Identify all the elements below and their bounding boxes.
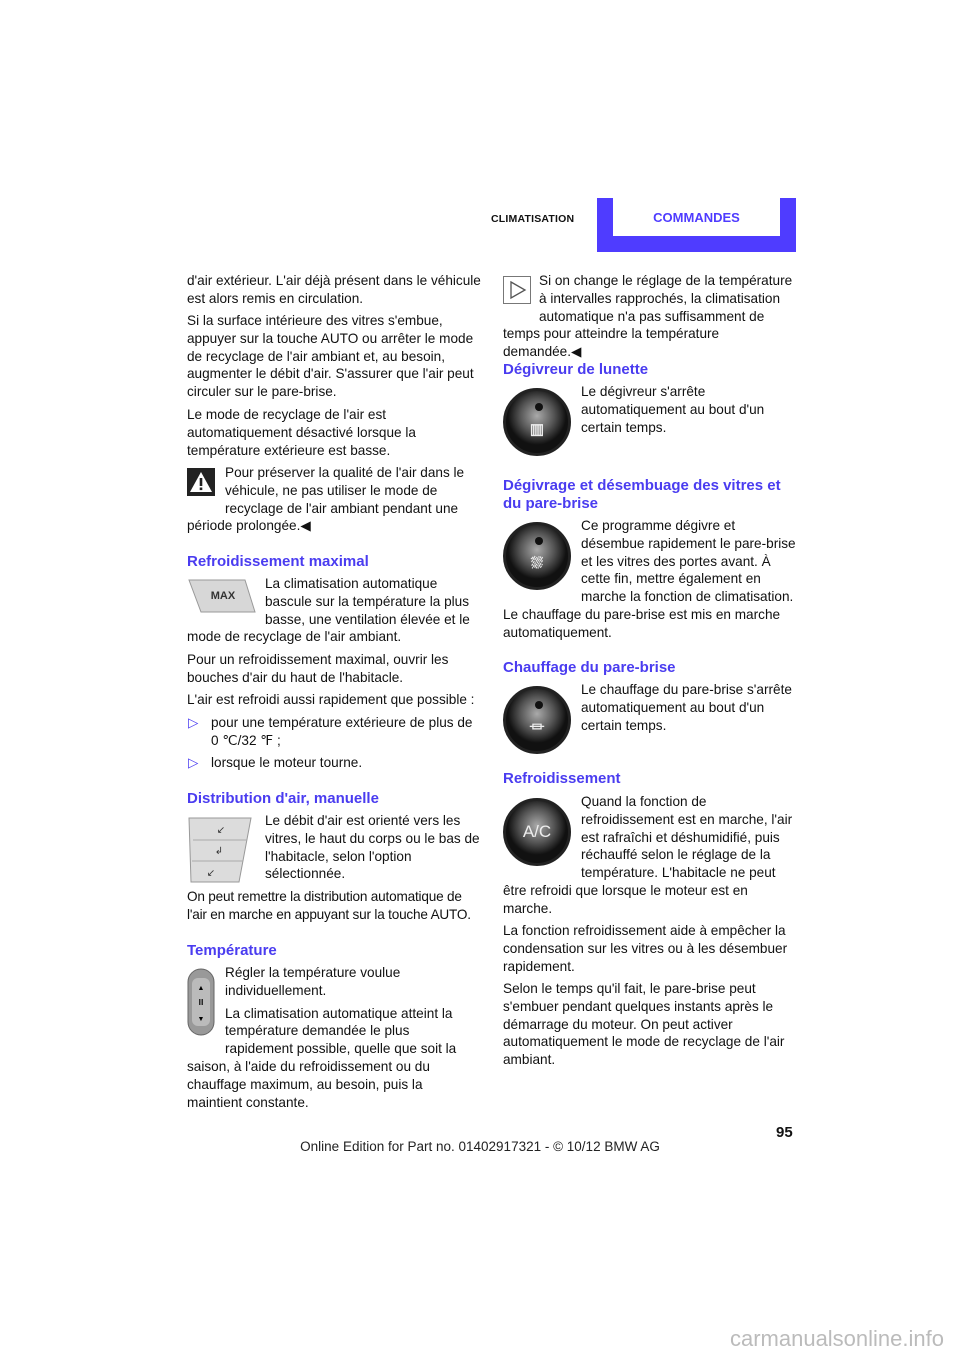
distribution-section (187, 812, 481, 889)
paragraph: Régler la température voulue individuellement. (225, 965, 401, 998)
svg-text:Ⅲ: Ⅲ (198, 998, 204, 1007)
paragraph: Si la surface intérieure des vitres s'embue, appuyer sur la touche AUTO ou arrêter le mode de recyclage de l'air ambiant et, au besoin, augmenter le débit d'air. S'assurer que l'air peut circuler sur le pare-brise. (187, 313, 474, 400)
chapter-tab-label: COMMANDES (613, 198, 780, 236)
heading-temperature: Température (187, 942, 277, 959)
warning-note (187, 464, 481, 535)
bullet-text: pour une température extérieure de plus de 0 ℃/32 ℉ ; (211, 715, 473, 748)
max-section (187, 575, 481, 646)
windshield-heating-button-icon: ⏛ (503, 686, 571, 754)
paragraph: La climatisation automatique bascule sur la température la plus basse, une ventilation élevée et le mode de recyclage de l'air ambiant. (187, 576, 470, 645)
section-header: CLIMATISATION (491, 213, 575, 225)
temperature-section (187, 964, 481, 1111)
page-number: 95 (776, 1124, 793, 1141)
defrost-section (503, 517, 797, 642)
paragraph: La fonction refroidissement aide à empêcher la condensation sur les vitres ou à les désembuer rapidement. (503, 923, 788, 974)
ac-button-label: A/C (522, 822, 552, 841)
note-play-icon (503, 276, 531, 309)
note-text: Si on change le réglage de la température à intervalles rapprochés, la climatisation automatique n'a pas suffisamment de temps pour atteindre la température demandée.◀ (503, 273, 793, 360)
chapter-tab (597, 198, 796, 252)
heading-rear-defroster: Dégivreur de lunette (503, 361, 649, 378)
paragraph: Le chauffage du pare-brise est mis en marche automatiquement. (503, 606, 781, 640)
heading-air-distribution: Distribution d'air, manuelle (187, 790, 379, 807)
svg-text:▲: ▲ (197, 985, 205, 992)
ac-button-icon (503, 798, 571, 866)
windshield-section (503, 681, 797, 754)
paragraph: Quand la fonction de refroidissement est en marche, l'air est rafraîchi et déshumidifié, puis réchauffé selon le réglage de la température. L'habitacle ne peut être refroidi que lorsque le moteur est en marche. (503, 794, 793, 916)
paragraph: Le chauffage du pare-brise s'arrête automatiquement au bout d'un certain temps. (581, 682, 792, 733)
paragraph: Le débit d'air est orienté vers les vitres, le haut du corps ou le bas de l'habitacle, selon l'option sélectionnée. (265, 813, 480, 882)
paragraph: Le dégivreur s'arrête automatiquement au bout d'un certain temps. (581, 384, 765, 435)
bullet-marker: ▷ (188, 715, 199, 730)
bullet-text: lorsque le moteur tourne. (211, 755, 363, 770)
svg-text:↙: ↙ (216, 825, 226, 836)
paragraph: Selon le temps qu'il fait, le pare-brise peut s'embuer pendant quelques instants après le démarrage du moteur. On peut activer automatiquement le mode de recyclage de l'air ambiant. (503, 981, 785, 1068)
warning-text: Pour préserver la qualité de l'air dans le véhicule, ne pas utiliser le mode de recyclage de l'air ambiant pendant une période prolongée.◀ (187, 465, 465, 534)
watermark: carmanualsonline.info (729, 1326, 944, 1351)
max-button-icon (187, 578, 257, 619)
rear-window-defrost-button-icon: ▥ (503, 388, 571, 456)
heading-defrost: Dégivrage et désembuage des vitres et du pare-brise (503, 477, 781, 512)
paragraph: Le mode de recyclage de l'air est automatiquement désactivé lorsque la température extérieure est basse. (187, 407, 416, 458)
windshield-defrost-button-icon: ⛆ (503, 522, 571, 590)
note (503, 272, 797, 361)
rear-section (503, 383, 797, 456)
cooling-section (503, 793, 797, 918)
svg-text:↲: ↲ (214, 846, 224, 857)
paragraph: On peut remettre la distribution automatique de l'air en marche en appuyant sur la touche AUTO. (187, 889, 471, 922)
bullet-item (187, 754, 481, 772)
paragraph: d'air extérieur. L'air déjà présent dans le véhicule est alors remis en circulation. (187, 273, 481, 306)
bullet-marker: ▷ (188, 755, 199, 770)
paragraph: Pour un refroidissement maximal, ouvrir les bouches d'air du haut de l'habitacle. (187, 652, 449, 685)
svg-text:MAX: MAX (210, 590, 236, 602)
warning-icon (187, 468, 215, 501)
paragraph: La climatisation automatique atteint la température demandée le plus rapidement possible, quelle que soit la saison, à l'aide du refroidissement ou du chauffage maximum, au besoin, puis la maintient constante. (187, 1005, 457, 1110)
bullet-item (187, 714, 481, 750)
heading-windshield-heating: Chauffage du pare-brise (503, 659, 676, 676)
footer: Online Edition for Part no. 01402917321 - © 10/12 BMW AG (300, 1139, 660, 1154)
air-distribution-buttons-icon (187, 816, 252, 889)
svg-text:▼: ▼ (197, 1016, 205, 1023)
heading-max-cooling: Refroidissement maximal (187, 553, 369, 570)
temperature-rocker-icon (187, 968, 215, 1041)
heading-cooling: Refroidissement (503, 770, 621, 787)
paragraph: Ce programme dégivre et désembue rapidement le pare-brise et les vitres des portes avant. À cette fin, mettre également en marche la fonction de climatisation. (581, 518, 796, 605)
svg-text:↙: ↙ (206, 868, 216, 879)
paragraph: L'air est refroidi aussi rapidement que possible : (187, 692, 475, 707)
